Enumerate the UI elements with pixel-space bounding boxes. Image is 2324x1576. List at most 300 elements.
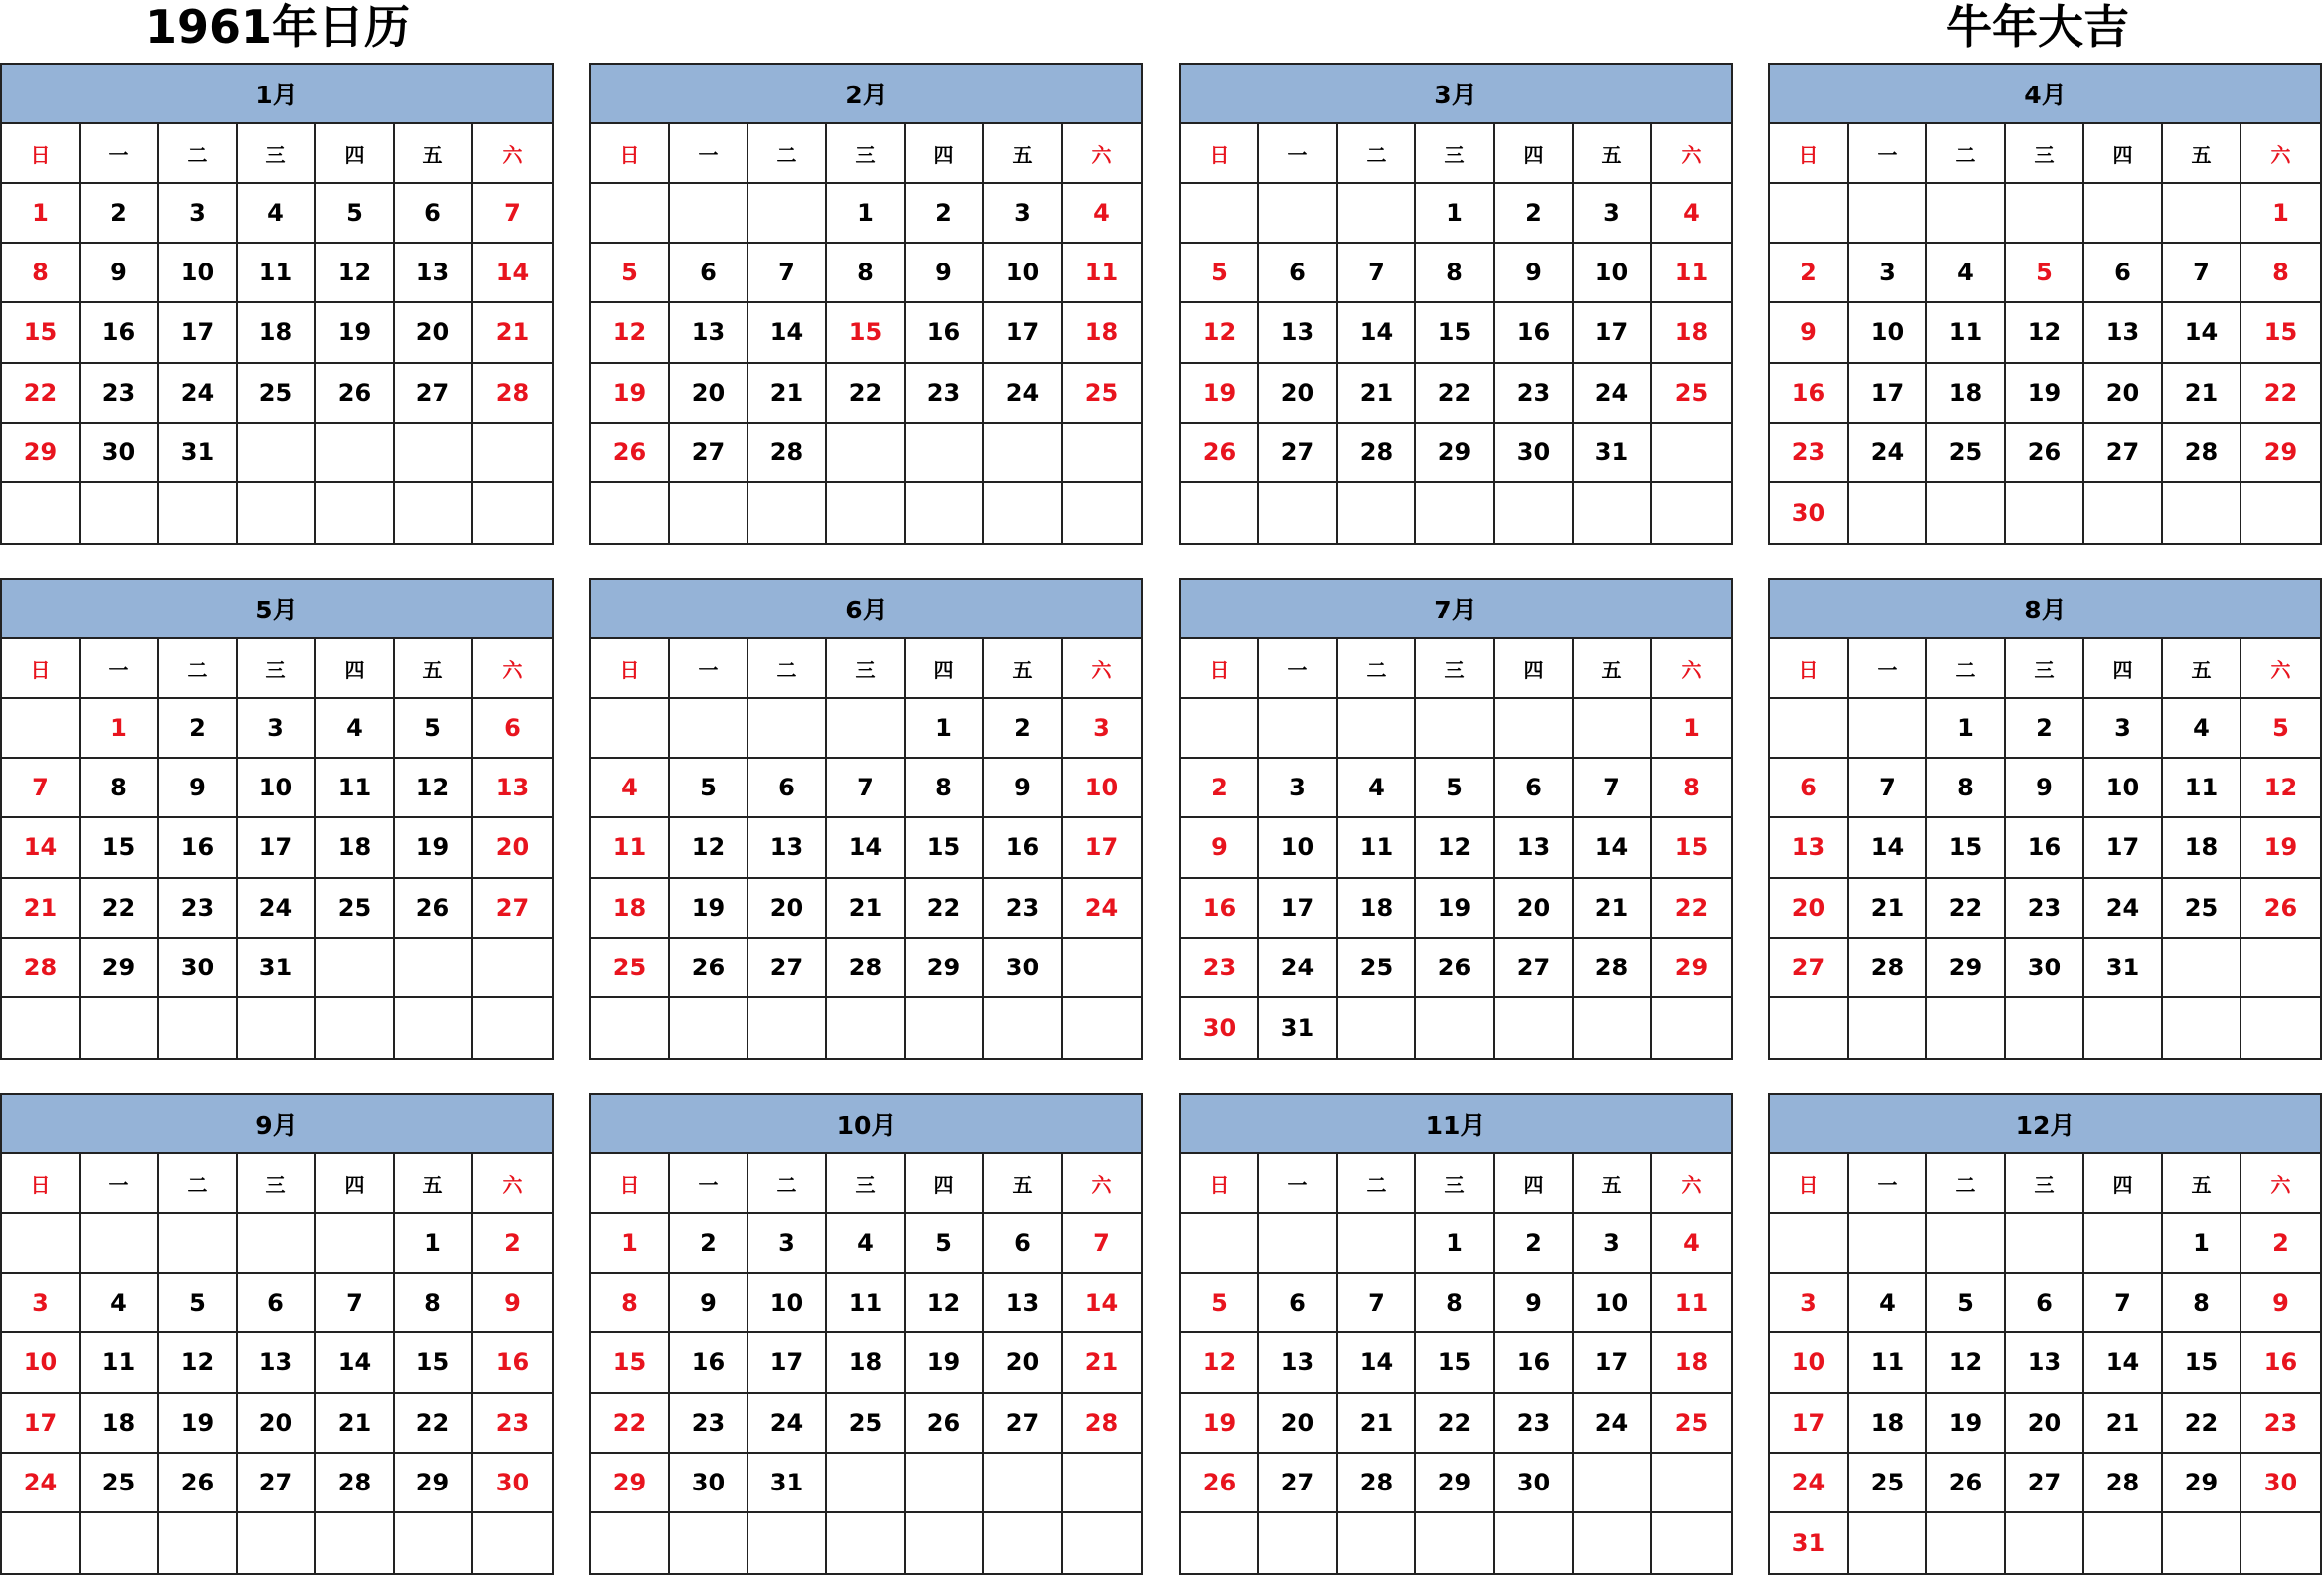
day-cell: 21: [1063, 1333, 1141, 1393]
day-cell: 18: [827, 1333, 906, 1393]
day-cell: 28: [1338, 1454, 1416, 1513]
weekday-label: 四: [316, 1154, 395, 1214]
day-cell: 2: [159, 699, 238, 759]
day-cell: 7: [827, 759, 906, 818]
day-cell: 28: [316, 1454, 395, 1513]
month-grid: [2, 124, 552, 543]
empty-day-cell: [1495, 1513, 1574, 1573]
day-cell: 4: [827, 1214, 906, 1274]
empty-day-cell: [1181, 699, 1259, 759]
empty-day-cell: [906, 483, 984, 543]
day-cell: 21: [1338, 364, 1416, 424]
day-cell: 25: [1338, 939, 1416, 998]
day-cell: 25: [1849, 1454, 1927, 1513]
day-cell: 18: [238, 303, 316, 363]
day-cell: 17: [238, 818, 316, 878]
month-block: [0, 578, 554, 1060]
day-cell: 6: [670, 244, 748, 303]
empty-day-cell: [1259, 483, 1338, 543]
day-cell: 16: [473, 1333, 552, 1393]
day-cell: 9: [1181, 818, 1259, 878]
empty-day-cell: [1652, 998, 1731, 1058]
day-cell: 14: [316, 1333, 395, 1393]
day-cell: 27: [670, 424, 748, 483]
day-cell: 9: [159, 759, 238, 818]
weekday-label: 四: [906, 639, 984, 699]
day-cell: 20: [1259, 364, 1338, 424]
day-cell: 3: [159, 184, 238, 244]
weekday-label: 三: [2006, 1154, 2084, 1214]
empty-day-cell: [748, 998, 827, 1058]
day-cell: 8: [1927, 759, 2006, 818]
empty-day-cell: [473, 424, 552, 483]
day-cell: 2: [670, 1214, 748, 1274]
empty-day-cell: [1849, 1513, 1927, 1573]
weekday-label: 一: [1259, 1154, 1338, 1214]
weekday-label: 一: [670, 639, 748, 699]
weekday-label: 二: [748, 1154, 827, 1214]
day-cell: 15: [1652, 818, 1731, 878]
empty-day-cell: [1927, 1513, 2006, 1573]
day-cell: 2: [473, 1214, 552, 1274]
day-cell: 12: [906, 1274, 984, 1333]
day-cell: 10: [159, 244, 238, 303]
empty-day-cell: [1927, 483, 2006, 543]
day-cell: 26: [1181, 424, 1259, 483]
day-cell: 1: [395, 1214, 473, 1274]
empty-day-cell: [2163, 1513, 2241, 1573]
day-cell: 8: [1652, 759, 1731, 818]
day-cell: 1: [81, 699, 159, 759]
day-cell: 26: [395, 879, 473, 939]
day-cell: 17: [1063, 818, 1141, 878]
day-cell: 22: [2163, 1394, 2241, 1454]
empty-day-cell: [748, 483, 827, 543]
day-cell: 3: [1574, 184, 1652, 244]
month-header: 11月: [1181, 1095, 1731, 1154]
weekday-label: 六: [2241, 124, 2320, 184]
day-cell: 23: [159, 879, 238, 939]
month-block: [589, 1093, 1143, 1575]
empty-day-cell: [670, 483, 748, 543]
empty-day-cell: [1063, 998, 1141, 1058]
day-cell: 7: [2163, 244, 2241, 303]
day-cell: 6: [1770, 759, 1849, 818]
empty-day-cell: [827, 483, 906, 543]
weekday-label: 三: [827, 639, 906, 699]
day-cell: 29: [1652, 939, 1731, 998]
day-cell: 7: [316, 1274, 395, 1333]
empty-day-cell: [1574, 998, 1652, 1058]
weekday-label: 三: [2006, 639, 2084, 699]
month-grid: [1181, 1154, 1731, 1573]
day-cell: 14: [1063, 1274, 1141, 1333]
weekday-label: 日: [2, 1154, 81, 1214]
empty-day-cell: [2163, 998, 2241, 1058]
day-cell: 17: [1770, 1394, 1849, 1454]
day-cell: 1: [2241, 184, 2320, 244]
day-cell: 8: [827, 244, 906, 303]
day-cell: 4: [316, 699, 395, 759]
month-grid: [1181, 124, 1731, 543]
day-cell: 3: [1849, 244, 1927, 303]
weekday-label: 二: [748, 639, 827, 699]
day-cell: 1: [1652, 699, 1731, 759]
day-cell: 11: [1652, 1274, 1731, 1333]
day-cell: 28: [748, 424, 827, 483]
day-cell: 8: [2, 244, 81, 303]
day-cell: 30: [159, 939, 238, 998]
day-cell: 30: [1495, 424, 1574, 483]
day-cell: 18: [1849, 1394, 1927, 1454]
day-cell: 22: [81, 879, 159, 939]
day-cell: 30: [1495, 1454, 1574, 1513]
empty-day-cell: [159, 1513, 238, 1573]
day-cell: 16: [159, 818, 238, 878]
day-cell: 15: [81, 818, 159, 878]
day-cell: 27: [1259, 424, 1338, 483]
weekday-label: 六: [473, 1154, 552, 1214]
empty-day-cell: [670, 699, 748, 759]
day-cell: 22: [591, 1394, 670, 1454]
day-cell: 24: [1574, 364, 1652, 424]
day-cell: 9: [670, 1274, 748, 1333]
day-cell: 13: [1259, 1333, 1338, 1393]
weekday-label: 二: [1927, 639, 2006, 699]
empty-day-cell: [1652, 1454, 1731, 1513]
day-cell: 14: [827, 818, 906, 878]
day-cell: 8: [395, 1274, 473, 1333]
month-header: 7月: [1181, 580, 1731, 639]
empty-day-cell: [1574, 483, 1652, 543]
day-cell: 4: [1927, 244, 2006, 303]
day-cell: 2: [81, 184, 159, 244]
day-cell: 6: [2006, 1274, 2084, 1333]
day-cell: 11: [1063, 244, 1141, 303]
empty-day-cell: [984, 998, 1063, 1058]
day-cell: 19: [906, 1333, 984, 1393]
empty-day-cell: [2, 699, 81, 759]
month-grid: [1181, 639, 1731, 1058]
empty-day-cell: [1338, 483, 1416, 543]
day-cell: 19: [395, 818, 473, 878]
day-cell: 14: [473, 244, 552, 303]
day-cell: 29: [1416, 424, 1495, 483]
empty-day-cell: [2084, 998, 2163, 1058]
day-cell: 10: [238, 759, 316, 818]
day-cell: 30: [2006, 939, 2084, 998]
day-cell: 15: [1416, 1333, 1495, 1393]
month-grid: [1770, 1154, 2320, 1573]
day-cell: 13: [1770, 818, 1849, 878]
day-cell: 12: [316, 244, 395, 303]
empty-day-cell: [1652, 483, 1731, 543]
weekday-label: 四: [906, 1154, 984, 1214]
day-cell: 26: [591, 424, 670, 483]
day-cell: 1: [1927, 699, 2006, 759]
day-cell: 31: [238, 939, 316, 998]
weekday-label: 四: [2084, 639, 2163, 699]
day-cell: 21: [2084, 1394, 2163, 1454]
day-cell: 13: [1495, 818, 1574, 878]
empty-day-cell: [1063, 939, 1141, 998]
empty-day-cell: [473, 998, 552, 1058]
day-cell: 20: [2006, 1394, 2084, 1454]
empty-day-cell: [1259, 699, 1338, 759]
weekday-label: 三: [827, 124, 906, 184]
empty-day-cell: [238, 1214, 316, 1274]
day-cell: 19: [2006, 364, 2084, 424]
day-cell: 21: [1574, 879, 1652, 939]
day-cell: 14: [1849, 818, 1927, 878]
day-cell: 26: [1416, 939, 1495, 998]
empty-day-cell: [591, 699, 670, 759]
day-cell: 31: [159, 424, 238, 483]
empty-day-cell: [81, 998, 159, 1058]
day-cell: 11: [81, 1333, 159, 1393]
day-cell: 11: [1652, 244, 1731, 303]
day-cell: 16: [2241, 1333, 2320, 1393]
day-cell: 23: [2006, 879, 2084, 939]
day-cell: 7: [1338, 244, 1416, 303]
day-cell: 3: [984, 184, 1063, 244]
weekday-label: 日: [1181, 124, 1259, 184]
weekday-label: 五: [395, 1154, 473, 1214]
day-cell: 25: [1652, 1394, 1731, 1454]
day-cell: 22: [1927, 879, 2006, 939]
day-cell: 21: [316, 1394, 395, 1454]
day-cell: 13: [473, 759, 552, 818]
day-cell: 18: [1338, 879, 1416, 939]
empty-day-cell: [1416, 998, 1495, 1058]
empty-day-cell: [748, 1513, 827, 1573]
day-cell: 31: [2084, 939, 2163, 998]
empty-day-cell: [984, 424, 1063, 483]
day-cell: 17: [984, 303, 1063, 363]
day-cell: 31: [1770, 1513, 1849, 1573]
empty-day-cell: [1063, 1513, 1141, 1573]
empty-day-cell: [1259, 184, 1338, 244]
day-cell: 5: [1181, 244, 1259, 303]
day-cell: 22: [2, 364, 81, 424]
weekday-label: 五: [984, 639, 1063, 699]
day-cell: 26: [670, 939, 748, 998]
month-grid: [1770, 639, 2320, 1058]
weekday-label: 四: [906, 124, 984, 184]
day-cell: 29: [395, 1454, 473, 1513]
day-cell: 5: [1416, 759, 1495, 818]
day-cell: 16: [2006, 818, 2084, 878]
weekday-label: 二: [1927, 124, 2006, 184]
day-cell: 30: [2241, 1454, 2320, 1513]
day-cell: 27: [2084, 424, 2163, 483]
day-cell: 11: [2163, 759, 2241, 818]
month-header: 9月: [2, 1095, 552, 1154]
weekday-label: 五: [2163, 124, 2241, 184]
day-cell: 13: [2006, 1333, 2084, 1393]
day-cell: 4: [1652, 184, 1731, 244]
day-cell: 2: [984, 699, 1063, 759]
day-cell: 9: [81, 244, 159, 303]
day-cell: 14: [2084, 1333, 2163, 1393]
month-header: 3月: [1181, 65, 1731, 124]
day-cell: 18: [1652, 303, 1731, 363]
day-cell: 11: [827, 1274, 906, 1333]
month-block: [1179, 1093, 1733, 1575]
empty-day-cell: [2, 1513, 81, 1573]
day-cell: 7: [1849, 759, 1927, 818]
empty-day-cell: [1338, 998, 1416, 1058]
weekday-label: 五: [984, 1154, 1063, 1214]
empty-day-cell: [1063, 1454, 1141, 1513]
day-cell: 14: [1338, 303, 1416, 363]
weekday-label: 二: [748, 124, 827, 184]
weekday-label: 日: [591, 1154, 670, 1214]
day-cell: 9: [473, 1274, 552, 1333]
day-cell: 23: [906, 364, 984, 424]
empty-day-cell: [2084, 184, 2163, 244]
day-cell: 19: [1927, 1394, 2006, 1454]
weekday-label: 五: [395, 639, 473, 699]
day-cell: 9: [2241, 1274, 2320, 1333]
day-cell: 23: [1770, 424, 1849, 483]
day-cell: 23: [1181, 939, 1259, 998]
day-cell: 9: [1770, 303, 1849, 363]
day-cell: 22: [1652, 879, 1731, 939]
empty-day-cell: [1849, 699, 1927, 759]
empty-day-cell: [1849, 998, 1927, 1058]
day-cell: 21: [827, 879, 906, 939]
day-cell: 6: [238, 1274, 316, 1333]
day-cell: 14: [1574, 818, 1652, 878]
empty-day-cell: [827, 699, 906, 759]
weekday-label: 六: [1063, 124, 1141, 184]
empty-day-cell: [316, 483, 395, 543]
day-cell: 30: [670, 1454, 748, 1513]
day-cell: 19: [670, 879, 748, 939]
month-header: 1月: [2, 65, 552, 124]
day-cell: 4: [1849, 1274, 1927, 1333]
day-cell: 6: [748, 759, 827, 818]
weekday-label: 二: [159, 124, 238, 184]
day-cell: 15: [906, 818, 984, 878]
day-cell: 17: [1259, 879, 1338, 939]
day-cell: 21: [2163, 364, 2241, 424]
weekday-label: 一: [670, 1154, 748, 1214]
month-header: 10月: [591, 1095, 1141, 1154]
day-cell: 13: [670, 303, 748, 363]
day-cell: 27: [1259, 1454, 1338, 1513]
day-cell: 2: [2006, 699, 2084, 759]
empty-day-cell: [2241, 939, 2320, 998]
weekday-label: 六: [473, 639, 552, 699]
month-block: [589, 578, 1143, 1060]
day-cell: 14: [748, 303, 827, 363]
empty-day-cell: [591, 483, 670, 543]
day-cell: 1: [2, 184, 81, 244]
month-block: [0, 1093, 554, 1575]
day-cell: 16: [1770, 364, 1849, 424]
month-block: [1768, 1093, 2322, 1575]
day-cell: 18: [591, 879, 670, 939]
day-cell: 24: [238, 879, 316, 939]
day-cell: 28: [1849, 939, 1927, 998]
empty-day-cell: [906, 998, 984, 1058]
empty-day-cell: [395, 939, 473, 998]
day-cell: 17: [1574, 1333, 1652, 1393]
day-cell: 22: [906, 879, 984, 939]
day-cell: 2: [1770, 244, 1849, 303]
month-grid: [591, 124, 1141, 543]
empty-day-cell: [159, 483, 238, 543]
day-cell: 28: [1574, 939, 1652, 998]
day-cell: 20: [984, 1333, 1063, 1393]
day-cell: 27: [473, 879, 552, 939]
empty-day-cell: [748, 699, 827, 759]
weekday-label: 一: [81, 124, 159, 184]
day-cell: 10: [2084, 759, 2163, 818]
empty-day-cell: [1063, 483, 1141, 543]
day-cell: 8: [2163, 1274, 2241, 1333]
day-cell: 24: [1849, 424, 1927, 483]
day-cell: 16: [670, 1333, 748, 1393]
empty-day-cell: [2006, 483, 2084, 543]
day-cell: 24: [2084, 879, 2163, 939]
month-grid: [591, 639, 1141, 1058]
empty-day-cell: [1338, 1513, 1416, 1573]
day-cell: 2: [2241, 1214, 2320, 1274]
day-cell: 17: [2084, 818, 2163, 878]
weekday-label: 二: [159, 1154, 238, 1214]
weekday-label: 日: [1770, 124, 1849, 184]
day-cell: 20: [238, 1394, 316, 1454]
day-cell: 6: [395, 184, 473, 244]
day-cell: 17: [2, 1394, 81, 1454]
empty-day-cell: [159, 998, 238, 1058]
day-cell: 12: [1181, 303, 1259, 363]
empty-day-cell: [2006, 1214, 2084, 1274]
day-cell: 7: [1574, 759, 1652, 818]
day-cell: 19: [1181, 364, 1259, 424]
page-title: 1961年日历: [145, 0, 411, 54]
day-cell: 12: [1181, 1333, 1259, 1393]
weekday-label: 六: [2241, 639, 2320, 699]
day-cell: 23: [2241, 1394, 2320, 1454]
day-cell: 26: [316, 364, 395, 424]
empty-day-cell: [1927, 998, 2006, 1058]
day-cell: 19: [1181, 1394, 1259, 1454]
empty-day-cell: [827, 1513, 906, 1573]
weekday-label: 四: [316, 639, 395, 699]
day-cell: 10: [2, 1333, 81, 1393]
day-cell: 25: [316, 879, 395, 939]
day-cell: 24: [1063, 879, 1141, 939]
day-cell: 21: [2, 879, 81, 939]
weekday-label: 三: [1416, 639, 1495, 699]
empty-day-cell: [1849, 184, 1927, 244]
weekday-label: 三: [238, 639, 316, 699]
day-cell: 23: [1495, 364, 1574, 424]
empty-day-cell: [1574, 1454, 1652, 1513]
day-cell: 2: [1495, 184, 1574, 244]
day-cell: 26: [2241, 879, 2320, 939]
day-cell: 31: [748, 1454, 827, 1513]
empty-day-cell: [2163, 483, 2241, 543]
day-cell: 6: [1495, 759, 1574, 818]
day-cell: 12: [2241, 759, 2320, 818]
weekday-label: 六: [473, 124, 552, 184]
empty-day-cell: [1770, 699, 1849, 759]
